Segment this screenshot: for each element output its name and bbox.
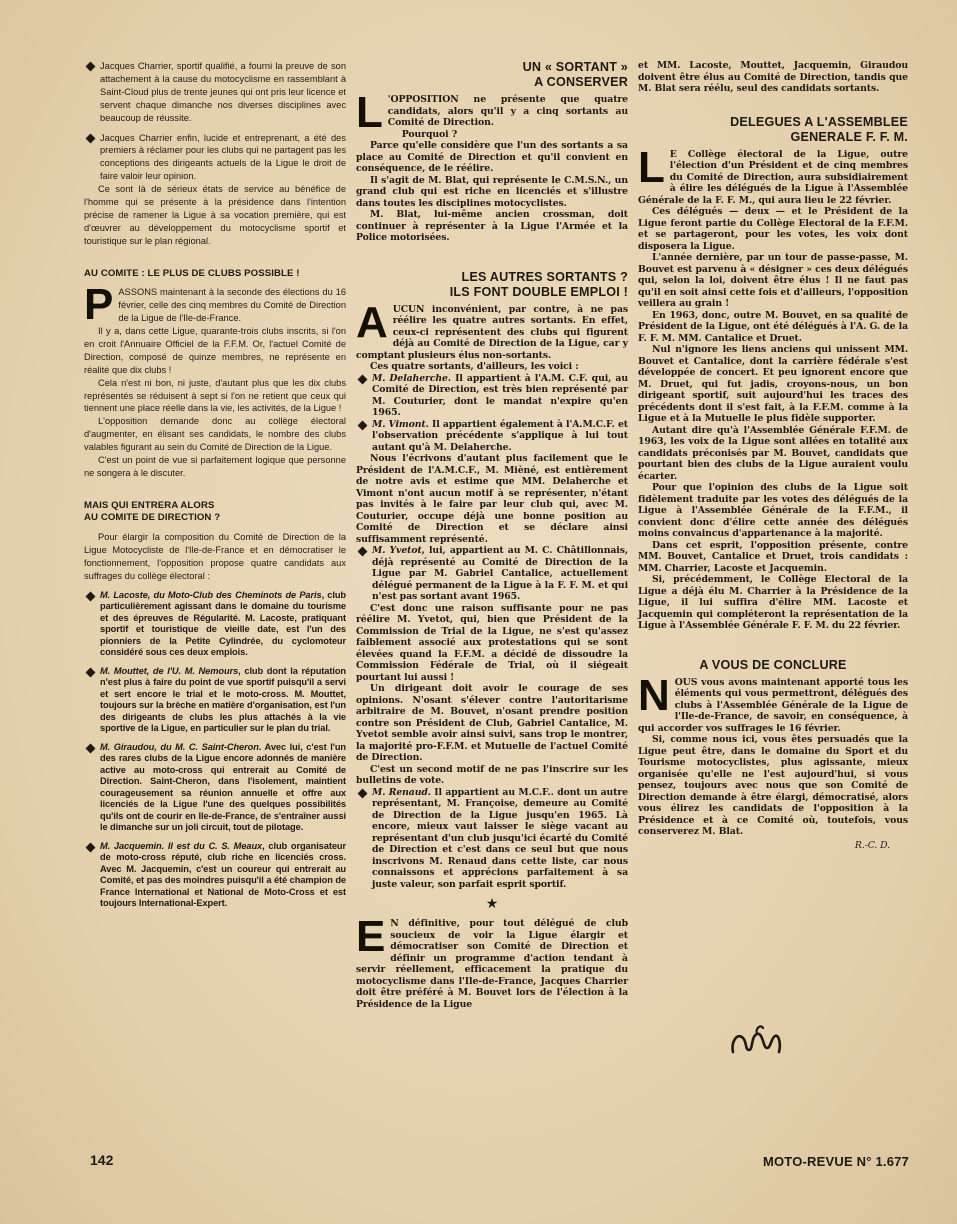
section-heading-autres-sortants: LES AUTRES SORTANTS ? ILS FONT DOUBLE EMPLOI ! (449, 269, 628, 299)
column-right (638, 60, 908, 851)
candidate-lacoste: M. Lacoste, du Moto-Club des Cheminots de Paris, club particulièrement agissant dans le domaine du tourisme et des épreuves de Régularité. M. Lacoste, pratiquant sportif et touristique de vieille date, est l'un des pionniers de la Petite Cylindrée, du cyclomoteur considéré sous ces deux emplois. (84, 590, 346, 659)
column-left (84, 60, 346, 910)
dropcap-l: L (356, 88, 383, 137)
delegues-para-3: L'année dernière, par un tour de passe-passe, M. Bouvet est parvenu à « désigner » ces deux délégués qui, selon la loi, doivent être élus ! Il ne faut pas qu'il en soit ainsi cette fois et d'ailleurs, l'opposition veillera au grain ! (638, 252, 908, 309)
conclure-para-2: Si, comme nous ici, vous êtes persuadés que la Ligue peut être, dans le domaine du Sport et du Tourisme motocyclistes, plus agissante, mieux organisée qu'elle ne l'est aujourd'hui, si vous pensez, toujours avec nous que son Comité de Direction demande à être élargi, démocratisé, alors vous élirez les candidats de l'opposition à la Présidence et à ce Comité où, toutefois, vous conserverez M. Blat. (638, 734, 908, 837)
section-heading-conclure: A VOUS DE CONCLURE (699, 657, 847, 672)
section-heading-delegues: DELEGUES A L'ASSEMBLEE GENERALE F. F. M. (730, 114, 908, 144)
section-heading-comite: AU COMITE : LE PLUS DE CLUBS POSSIBLE ! (84, 267, 300, 279)
autres-para-5: Un dirigeant doit avoir le courage de ses opinions. N'osant s'élever contre l'autoritarisme arbitraire de M. Bouvet, n'osant prendre position contre son Président de Club, Gabriel Cantalice, M. Yvetot semble avoir ainsi suivi, sans trop le montrer, la majorité pro-F.F.M. et Mutuelle de l'actuel Comité de Direction. (356, 683, 628, 763)
sortant-renaud: M. Renaud. Il appartient au M.C.F.. dont un autre représentant, M. Françoise, demeure au Comité de Direction de la Ligue jusqu'en 1965. Là encore, mieux vaut laisser le siège vacant au représentant d'un club jusqu'ici écarté du Comité de Direction et c'est dans ce seul but que nous inscrivons M. Renaud dans cette liste, car nous connaissons et apprécions parfaitement à sa juste valeur, son parfait esprit sportif. (356, 787, 628, 891)
intro-bullet-2: Jacques Charrier enfin, lucide et entreprenant, a été des premiers à réclamer pour les clubs qui ne partagent pas les conceptions des dirigeants actuels de la Ligue le droit de faire valoir leur opinion. (84, 132, 346, 184)
autres-para-1: AUCUN inconvénient, par contre, à ne pas réélire les quatre autres sortants. En effet, ceux-ci représentent des clubs qui figurent déjà au Comité de Direction de la Ligue, car y comptant plusieurs élus non-sortants. (356, 297, 628, 361)
delegues-para-6: Autant dire qu'à l'Assemblée Générale F.F.M. de 1963, les voix de la Ligue sont allées en totalité aux candidats préconisés par M. Bouvet, candidats que pourtant bien des clubs de la Ligue auraient voulu écarter. (638, 424, 908, 482)
candidate-jacquemin: M. Jacquemin. Il est du C. S. Meaux, club organisateur de moto-cross réputé, club riche en licenciés cross. Avec M. Jacquemin, c'est un coureur qui entrerait au Comité, et pas des moindres puisqu'il a été champion de France International et National de Moto-Cross et est toujours International-Expert. (84, 841, 346, 910)
section-comite-para-3: Cela n'est ni bon, ni juste, d'autant plus que les dix clubs représentés se réduisent à sept si l'on ne retient que ceux qui tiennent une place réelle dans la vie, les activités, de la Ligue ! (84, 377, 346, 414)
sortant-para-1: L 'OPPOSITION ne présente que quatre candidats, alors qu'il y a cinq sortants au Comité de Direction. (356, 88, 628, 137)
sortant-para-2: Pourquoi ? (401, 128, 458, 140)
dropcap-e: E (356, 912, 386, 961)
dropcap-a: A (356, 297, 388, 347)
delegues-para-7: Pour que l'opinion des clubs de la Ligue soit fidèlement traduite par les votes des délégués de la Ligue à l'Assemblée Générale de la F.F.M., il convient donc d'élire cette année des délégués moins convaincus d'appartenance à la majorité. (638, 482, 908, 539)
dropcap-n: N (638, 670, 670, 720)
candidate-mouttet: M. Mouttet, de l'U. M. Nemours, club dont la réputation n'est plus à faire du point de vue sportif puisqu'il a servi et sert encore le trial et le moto-cross. M. Mouttet, toujours sur la brèche en matière d'organisation, est l'un des dirigeants de clubs les plus attachés à la vie sportive de la Ligue, en particulier sur le plan du trial. (84, 666, 346, 735)
delegues-para-9: Si, précédemment, le Collège Electoral de la Ligue a déjà élu M. Charrier à la Présidence de la Ligue, il lui suffira d'élire MM. Lacoste et Jacquemin qui compléteront la représentation de la Ligue à l'Assemblée Générale F. F. M. du 22 février. (638, 574, 908, 631)
sortant-delaherche: M. Delaherche. Il appartient à l'A.M. C.F. qui, au Comité de Direction, est très bien représenté par M. Couturier, dont le mandat n'expire qu'en 1965. (356, 373, 628, 419)
section-qui-intro: Pour élargir la composition du Comité de Direction de la Ligue Motocycliste de l'Ile-de-France et en démocratiser le fonctionnement, l'opposition propose quatre candidats aux suffrages du collège électoral : (84, 532, 346, 581)
section-heading-qui-entrera: MAIS QUI ENTRERA ALORS AU COMITE DE DIRECTION ? (84, 499, 221, 524)
delegues-para-8: Dans cet esprit, l'opposition présente, contre MM. Bouvet, Cantalice et Druet, trois candidats : MM. Charrier, Lacoste et Jacquemin. (638, 539, 908, 574)
section-heading-sortant: UN « SORTANT » A CONSERVER (522, 60, 628, 89)
delegues-para-1: L E Collège électoral de la Ligue, outre l'élection d'un Président et de cinq membres du Comité de Direction, aura subsidiairement à élire les délégués de la Ligue à l'Assemblée Générale de la F. F. M., qui aura lieu le 22 février. (638, 142, 908, 206)
delegues-para-5: Nul n'ignore les liens anciens qui unissent MM. Bouvet et Cantalice, dont la carrière fédérale s'est développée de concert. Et peu ignorent encore que M. Druet, qui fut jadis, croyons-nous, un bon dirigeant sportif, suit aujourd'hui les traces des précédents dont il s'est fait, à la F.F.M. comme à la Ligue et à la Mutuelle le plus fidèle supporter. (638, 344, 908, 424)
sortant-yvetot: M. Yvetot, lui, appartient au M. C. Châtillonnais, déjà représenté au Comité de Direction de la Ligue par M. Gabriel Cantalice, actuellement délégué permanent de la Ligue à la F. F. M. et qui n'est pas sortant avant 1965. (356, 545, 628, 603)
delegues-para-4: En 1963, donc, outre M. Bouvet, en sa qualité de Président de la Ligue, ont été délégués à l'A. G. de la F. F. M. MM. Cantalice et Druet. (638, 309, 908, 344)
sortant-para-5: M. Blat, lui-même ancien crossman, doit continuer à représenter à la Ligue l'Armée et la Police motorisées. (356, 209, 628, 243)
section-comite-para-1: PASSONS maintenant à la seconde des élections du 16 février, celle des cinq membres du Comité de Direction de la Ligue de l'Ile-de-France. (84, 280, 346, 330)
sortant-vimont: M. Vimont. Il appartient également à l'A.M.C.F. et l'observation précédente s'applique à lui tout autant qu'à M. Delaherche. (356, 419, 628, 454)
intro-paragraph: Ce sont là de sérieux états de service au bénéfice de l'homme qui se présente à la présidence dans l'intention précise de ramener la Ligue à sa vocation première, qui est d'œuvrer au développement du motocyclisme sportif et touristique sur le plan régional. (84, 184, 346, 246)
delegues-para-2: Ces délégués — deux — et le Président de la Ligue feront partie du Collège Electoral de la F.F.M. et se partageront, pour les votes, les voix dont disposera la Ligue. (638, 206, 908, 252)
candidate-giraudou: M. Giraudou, du M. C. Saint-Cheron. Avec lui, c'est l'un des rares clubs de la Ligue encore adonnés de manière active au moto-cross qui entrerait au Comité de Direction. Saint-Cheron, dans l'isolement, maintient courageusement sa réunion annuelle et offre aux licenciés de la Ligue l'une des quelques possibilités qu'ils ont de courir en Ile-de-France, de s'entraîner aussi le dimanche sur un joli circuit, tout de pilotage. (84, 742, 346, 834)
page-number: 142 (90, 1152, 114, 1168)
dropcap-p: P (84, 280, 114, 330)
section-comite-para-5: C'est un point de vue si parfaitement logique que personne ne songera à le discuter. (84, 455, 346, 478)
sortant-para-4: Il s'agit de M. Blat, qui représente le C.M.S.N., un grand club qui est riche en licenciés et s'illustre dans toutes les disciplines motocyclistes. (356, 174, 628, 209)
section-comite-para-2: Il y a, dans cette Ligue, quarante-trois clubs inscrits, si l'on en croit l'Annuaire Officiel de la F.F.M. Or, l'actuel Comité de Direction, composé de quinze membres, ne représente en réalité que dix clubs ! (84, 326, 346, 375)
continuation-paragraph: et MM. Lacoste, Mouttet, Jacquemin, Giraudou doivent être élus au Comité de Direction, tandis que M. Blat sera réélu, seul des candidats sortants. (638, 60, 908, 94)
signature: R.-C. D. (854, 839, 890, 851)
autres-para-2: Ces quatre sortants, d'ailleurs, les voici : (370, 361, 579, 372)
autres-para-3: Nous l'écrivons d'autant plus facilement que le Président de l'A.M.C.F., M. Mièné, est entièrement de notre avis et estime que MM. Delaherche et Vimont n'ont aucun motif à se représenter, n'étant pas invités à le faire par leur club qui, avec M. Couturier, occupe déjà une bonne position au Comité de Direction et se déclare ainsi suffisamment représenté. (356, 453, 628, 545)
closing-paragraph: E N définitive, pour tout délégué de club soucieux de voir la Ligue élargir et démocratiser son Comité de Direction et définir un programme d'action tendant à servir réellement, efficacement la pratique du motocyclisme dans l'Ile-de-France, Jacques Charrier doit être préféré à M. Bouvet lors de l'élection à la Présidence de la Ligue (356, 912, 628, 1010)
dropcap-l2: L (638, 142, 665, 192)
intro-bullet-1: Jacques Charrier, sportif qualifié, a fourni la preuve de son attachement à la cause du motocyclisme en rassemblant à Saint-Cloud plus de trente jeunes qui ont pris leur licence et servent chaque dimanche nos diverses disciplines avec beaucoup de réussite. (84, 60, 346, 125)
star-separator: ★ (485, 896, 499, 912)
mr-monogram-icon (727, 1022, 785, 1058)
sortant-para-3: Parce qu'elle considère que l'un des sortants a sa place au Comité de Direction et qu'il convient en conséquence, de le réélire. (356, 140, 628, 174)
publication-issue: MOTO-REVUE N° 1.677 (762, 1154, 909, 1169)
conclure-para-1: NOUS vous avons maintenant apporté tous les éléments qui vous permettront, délégués des clubs à l'Assemblée Générale de la Ligue de l'Ile-de-France, de savoir, en conséquence, à qui accorder vos suffrages le 16 février. (638, 670, 908, 734)
autres-para-6: C'est un second motif de ne pas l'inscrire sur les bulletins de vote. (356, 763, 628, 786)
autres-para-4: C'est donc une raison suffisante pour ne pas réélire M. Yvetot, qui, bien que Président de la Commission de Trial de la Ligue, ne s'est qu'assez faiblement associé aux protestations qui se sont élevées quand la F.F.M. a décidé de dissoudre la Commission Fédérale de Trial, où il siégeait pourtant lui aussi ! (356, 602, 628, 683)
section-comite-para-4: L'opposition demande donc au collège électoral d'augmenter, en élisant ses candidats, le nombre des clubs valables figurant au sein du Comité de Direction de la Ligue. (84, 416, 346, 453)
column-middle (356, 60, 628, 1010)
